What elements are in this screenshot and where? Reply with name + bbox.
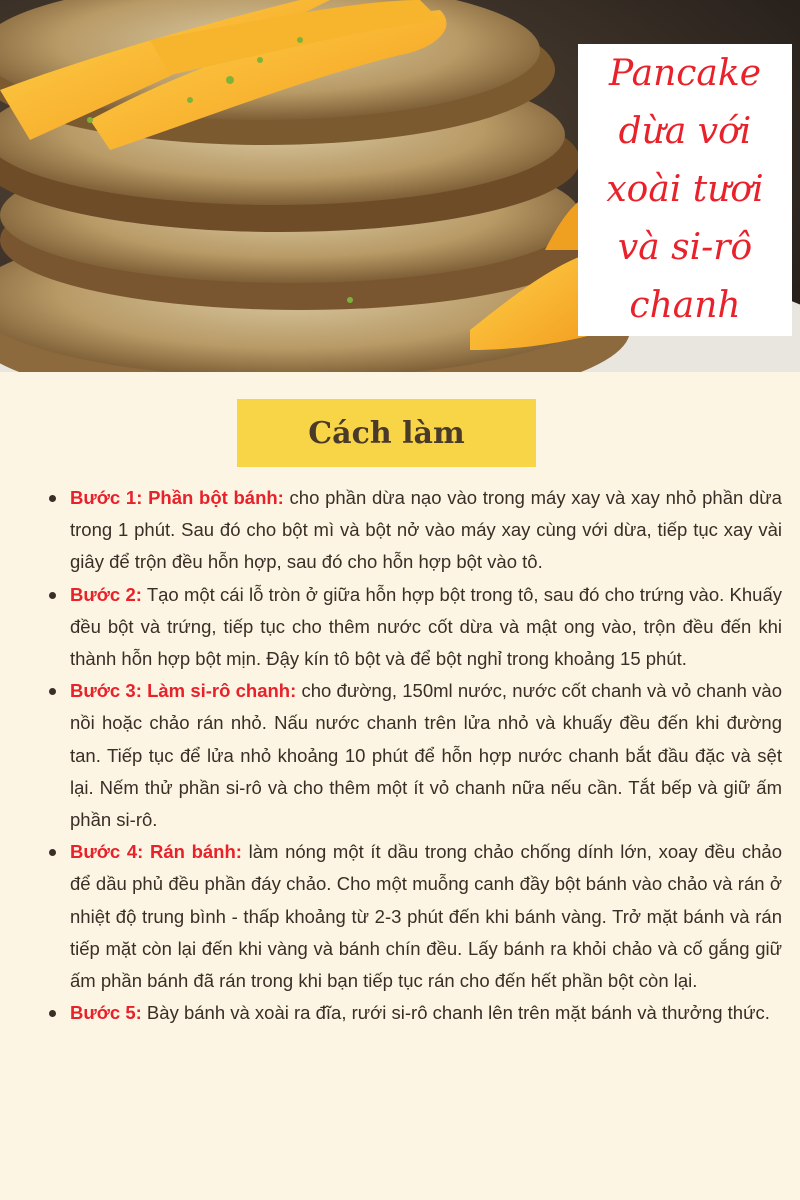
step-label: Bước 4: Rán bánh:: [70, 841, 242, 863]
step-item-4: [70, 836, 782, 997]
step-text: làm nóng một ít dầu trong chảo chống dính lớn, xoay đều chảo để dầu phủ đều phần đáy chảo. Cho một muỗng canh đầy bột bánh vào chảo và rán ở nhiệt độ trung bình - thấp khoảng từ 2-3 phút đến khi bánh vàng. Trở mặt bánh và rán tiếp mặt còn lại đến khi vàng và bánh chín đều. Lấy bánh ra khỏi chảo và cố gắng giữ ấm phần bánh đã rán trong khi bạn tiếp tục rán cho đến hết phần bột còn lại.: [70, 841, 782, 992]
steps-list: [42, 482, 782, 1029]
recipe-title: Pancake dừa với xoài tươi và si-rô chanh: [606, 53, 764, 326]
step-item-5: [70, 997, 782, 1029]
step-item-1: [70, 482, 782, 579]
step-label: Bước 5:: [70, 1002, 142, 1024]
step-text: cho phần dừa nạo vào trong máy xay và xay nhỏ phần dừa trong 1 phút. Sau đó cho bột mì và bột nở vào máy xay cùng với dừa, tiếp tục xay vài giây để trộn đều hỗn hợp, sau đó cho hỗn hợp bột vào tô.: [70, 487, 782, 573]
step-text: Tạo một cái lỗ tròn ở giữa hỗn hợp bột trong tô, sau đó cho trứng vào. Khuấy đều bột và trứng, tiếp tục cho thêm nước cốt dừa và mật ong vào, trộn đều đến khi thành hỗn hợp bột mịn. Đậy kín tô bột và để bột nghỉ trong khoảng 15 phút.: [70, 583, 782, 670]
section-heading: Cách làm: [308, 415, 465, 451]
step-text: Bày bánh và xoài ra đĩa, rưới si-rô chanh lên trên mặt bánh và thưởng thức.: [141, 1002, 770, 1024]
step-text: cho đường, 150ml nước, nước cốt chanh và vỏ chanh vào nồi hoặc chảo rán nhỏ. Nấu nước chanh trên lửa nhỏ và khuấy đều đến khi đường tan. Tiếp tục để lửa nhỏ khoảng 10 phút để hỗn hợp nước chanh bắt đầu đặc và sệt lại. Nếm thử phần si-rô và cho thêm một ít vỏ chanh nữa nếu cần. Tắt bếp và giữ ấm phần si-rô.: [70, 680, 783, 831]
step-item-2: [70, 579, 782, 676]
step-item-3: [70, 675, 782, 836]
section-heading-box: [237, 399, 536, 467]
title-card: [578, 44, 792, 336]
step-label: Bước 3: Làm si-rô chanh:: [70, 680, 297, 702]
step-label: Bước 1: Phần bột bánh:: [70, 487, 284, 508]
step-label: Bước 2:: [70, 583, 142, 605]
